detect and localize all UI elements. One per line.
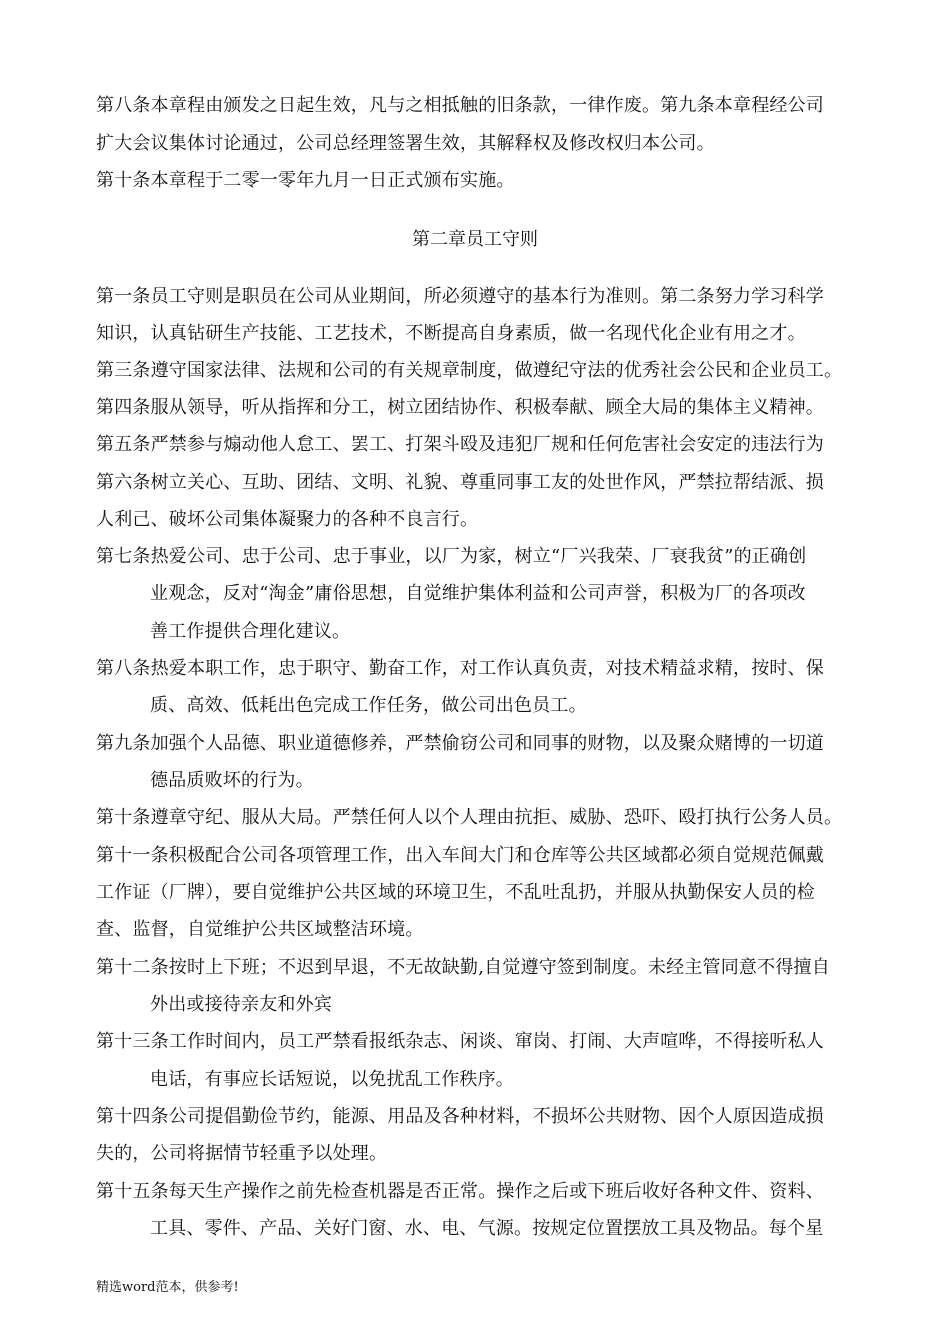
- rule-line: 第八条热爱本职工作，忠于职守、勤奋工作，对工作认真负责，对技术精益求精，按时、保: [96, 658, 824, 679]
- text-line: 第十条本章程于二零一零年九月一日正式颁布实施。: [96, 170, 515, 191]
- rule-line: 电话，有事应长话短说，以免扰乱工作秩序。: [150, 1069, 514, 1090]
- rule-line: 第十条遵章守纪、服从大局。严禁任何人以个人理由抗拒、威胁、恐吓、殴打执行公务人员。: [96, 807, 843, 828]
- rule-line: 工具、零件、产品、关好门窗、水、电、气源。按规定位置摆放工具及物品。每个星: [150, 1218, 824, 1239]
- rule-line: 第十四条公司提倡勤俭节约，能源、用品及各种材料，不损坏公共财物、因个人原因造成损: [96, 1106, 824, 1127]
- rule-line: 第一条员工守则是职员在公司从业期间，所必须遵守的基本行为准则。第二条努力学习科学: [96, 286, 824, 307]
- rule-line: 查、监督，自觉维护公共区域整洁环境。: [96, 919, 424, 940]
- rule-line: 质、高效、低耗出色完成工作任务，做公司出色员工。: [150, 695, 587, 716]
- rule-line: 失的，公司将据情节轻重予以处理。: [96, 1143, 388, 1164]
- rule-line: 第十一条积极配合公司各项管理工作，出入车间大门和仓库等公共区域都必须自觉规范佩戴: [96, 845, 824, 866]
- rule-line: 知识，认真钻研生产技能、工艺技术，不断提高自身素质，做一名现代化企业有用之才。: [96, 323, 806, 344]
- text-line: 扩大会议集体讨论通过，公司总经理签署生效，其解释权及修改权归本公司。: [96, 133, 715, 154]
- rule-line: 第十二条按时上下班；不迟到早退，不无故缺勤,自觉遵守签到制度。未经主管同意不得擅自: [96, 957, 830, 978]
- chapter-title: 第二章员工守则: [412, 229, 538, 250]
- rule-line: 第六条树立关心、互助、团结、文明、礼貌、尊重同事工友的处世作风，严禁拉帮结派、损: [96, 472, 824, 493]
- rule-line: 第九条加强个人品德、职业道德修养，严禁偷窃公司和同事的财物，以及聚众赌博的一切道: [96, 733, 824, 754]
- rule-line: 工作证（厂牌），要自觉维护公共区域的环境卫生，不乱吐乱扔，并服从执勤保安人员的检: [96, 882, 815, 903]
- rule-line: 善工作提供合理化建议。: [150, 621, 351, 642]
- rule-line: 第十三条工作时间内，员工严禁看报纸杂志、闲谈、窜岗、打闹、大声喧哗，不得接听私人: [96, 1031, 824, 1052]
- rule-line: 外出或接待亲友和外宾: [150, 994, 332, 1015]
- rule-line: 第十五条每天生产操作之前先检查机器是否正常。操作之后或下班后收好各种文件、资料、: [96, 1181, 824, 1202]
- rule-line: 业观念，反对“淘金”庸俗思想，自觉维护集体利益和公司声誉，积极为厂的各项改: [150, 583, 806, 604]
- rule-line: 第七条热爱公司、忠于公司、忠于事业，以厂为家，树立“厂兴我荣、厂衰我贫”的正确创: [96, 546, 807, 567]
- rule-line: 德品质败坏的行为。: [150, 770, 314, 791]
- rule-line: 第四条服从领导，听从指挥和分工，树立团结协作、积极奉献、顾全大局的集体主义精神。: [96, 397, 824, 418]
- page-footer: 精选word范本，供参考!: [96, 1280, 239, 1295]
- rule-line: 第三条遵守国家法律、法规和公司的有关规章制度，做遵纪守法的优秀社会公民和企业员工。: [96, 360, 843, 381]
- rule-line: 第五条严禁参与煽动他人怠工、罢工、打架斗殴及违犯厂规和任何危害社会安定的违法行为: [96, 434, 824, 455]
- text-line: 第八条本章程由颁发之日起生效，凡与之相抵触的旧条款，一律作废。第九条本章程经公司: [96, 95, 824, 116]
- rule-line: 人利己、破坏公司集体凝聚力的各种不良言行。: [96, 509, 479, 530]
